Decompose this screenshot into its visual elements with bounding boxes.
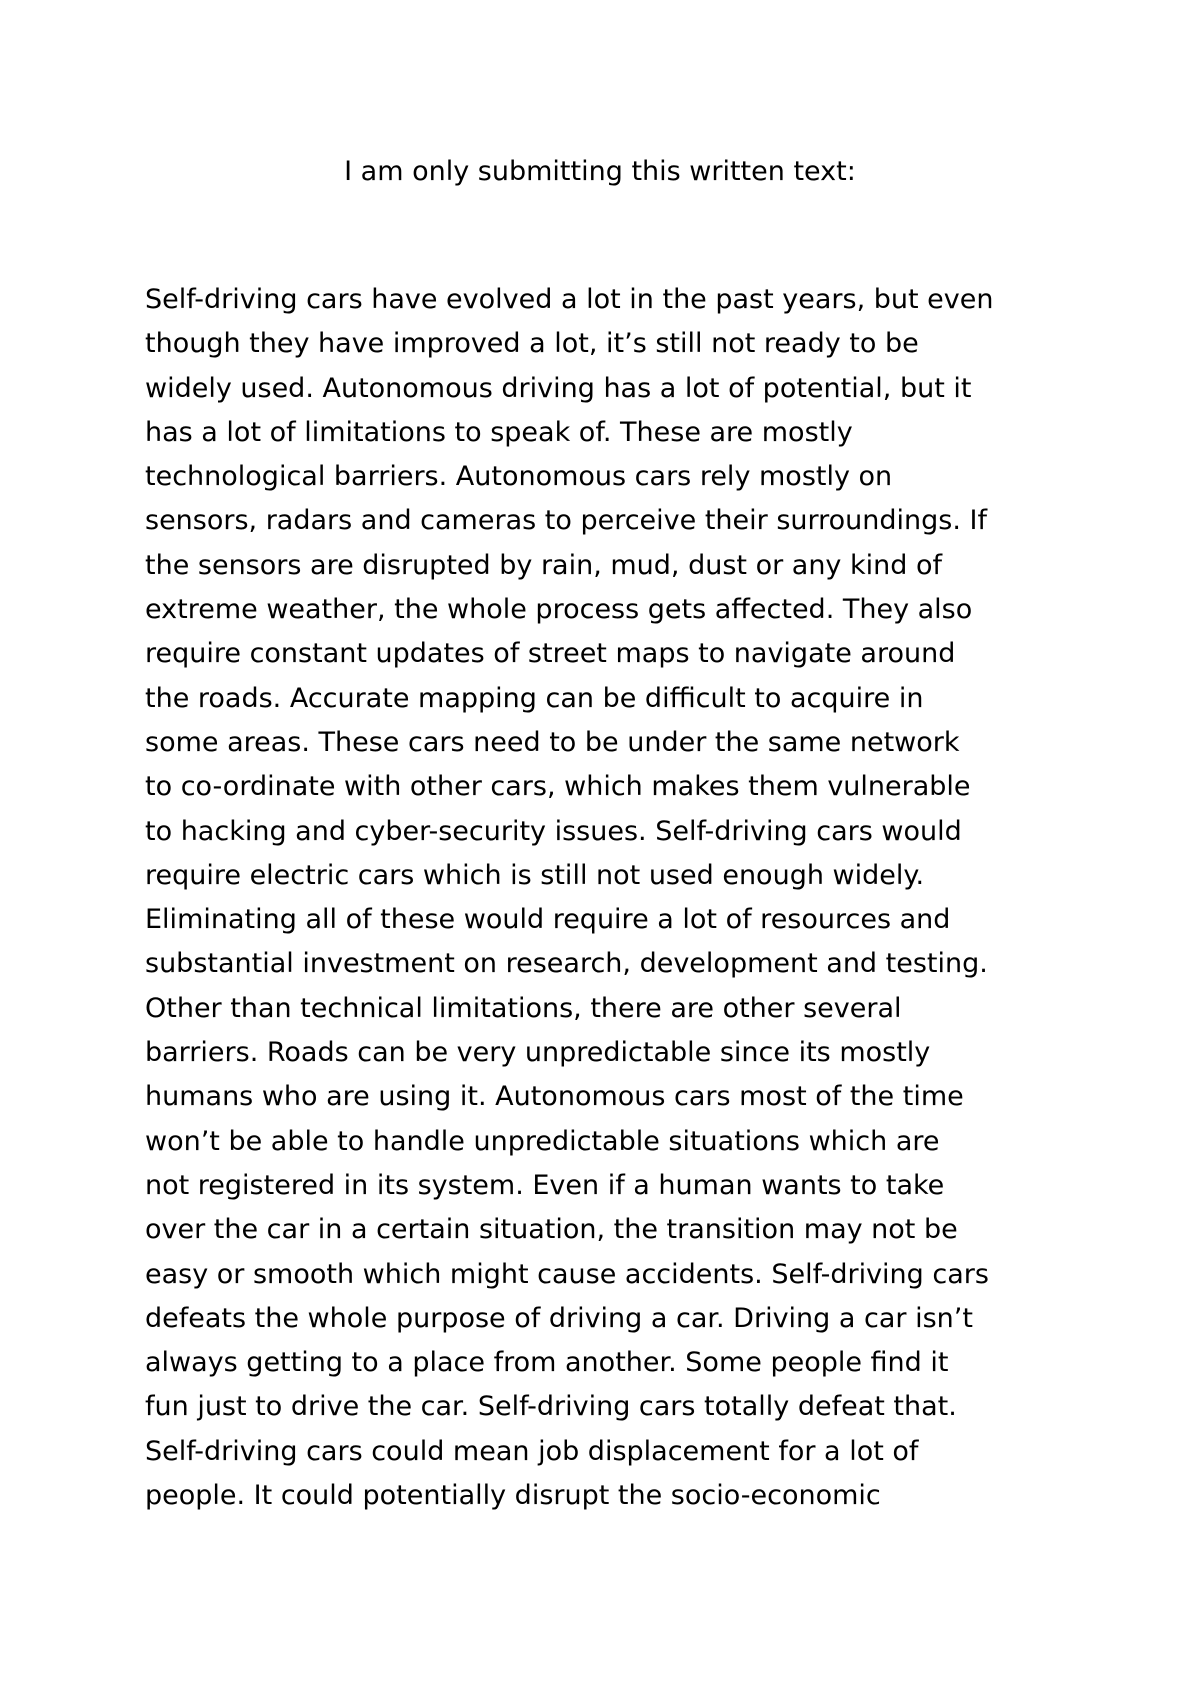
document-body [145,278,1085,1518]
text-line: Other than technical limitations, there are other several [145,992,902,1024]
text-line: Eliminating all of these would require a lot of resources and [145,904,951,936]
text-line: some areas. These cars need to be under the same network [145,726,960,758]
text-line: require electric cars which is still not used enough widely. [145,859,925,891]
text-line: humans who are using it. Autonomous cars most of the time [145,1081,964,1113]
text-line: fun just to drive the car. Self-driving cars totally defeat that. [145,1391,957,1423]
text-line: defeats the whole purpose of driving a car. Driving a car isn’t [145,1302,973,1334]
text-line: Self-driving cars could mean job displacement for a lot of [145,1435,919,1467]
text-line: easy or smooth which might cause accidents. Self-driving cars [145,1258,989,1290]
text-line: barriers. Roads can be very unpredictable since its mostly [145,1037,931,1069]
document-heading: I am only submitting this written text: [344,156,856,187]
text-line: widely used. Autonomous driving has a lot of potential, but it [145,372,972,404]
text-line: require constant updates of street maps to navigate around [145,638,956,670]
text-line: the roads. Accurate mapping can be difficult to acquire in [145,682,924,714]
text-line: won’t be able to handle unpredictable situations which are [145,1125,940,1157]
text-line: Self-driving cars have evolved a lot in the past years, but even [145,284,994,315]
text-line: always getting to a place from another. Some people find it [145,1347,949,1379]
text-line: to hacking and cyber-security issues. Self-driving cars would [145,815,962,847]
text-line: substantial investment on research, development and testing. [145,948,988,980]
text-line: though they have improved a lot, it’s still not ready to be [145,328,919,360]
text-line: to co-ordinate with other cars, which makes them vulnerable [145,771,971,803]
text-line: people. It could potentially disrupt the socio-economic [145,1480,881,1512]
text-line: has a lot of limitations to speak of. These are mostly [145,416,853,448]
text-line: sensors, radars and cameras to perceive their surroundings. If [145,505,987,537]
text-line: the sensors are disrupted by rain, mud, dust or any kind of [145,549,942,581]
text-line: extreme weather, the whole process gets affected. They also [145,594,973,626]
text-line: technological barriers. Autonomous cars rely mostly on [145,461,893,493]
text-line: not registered in its system. Even if a human wants to take [145,1169,945,1201]
text-line: over the car in a certain situation, the transition may not be [145,1214,958,1246]
